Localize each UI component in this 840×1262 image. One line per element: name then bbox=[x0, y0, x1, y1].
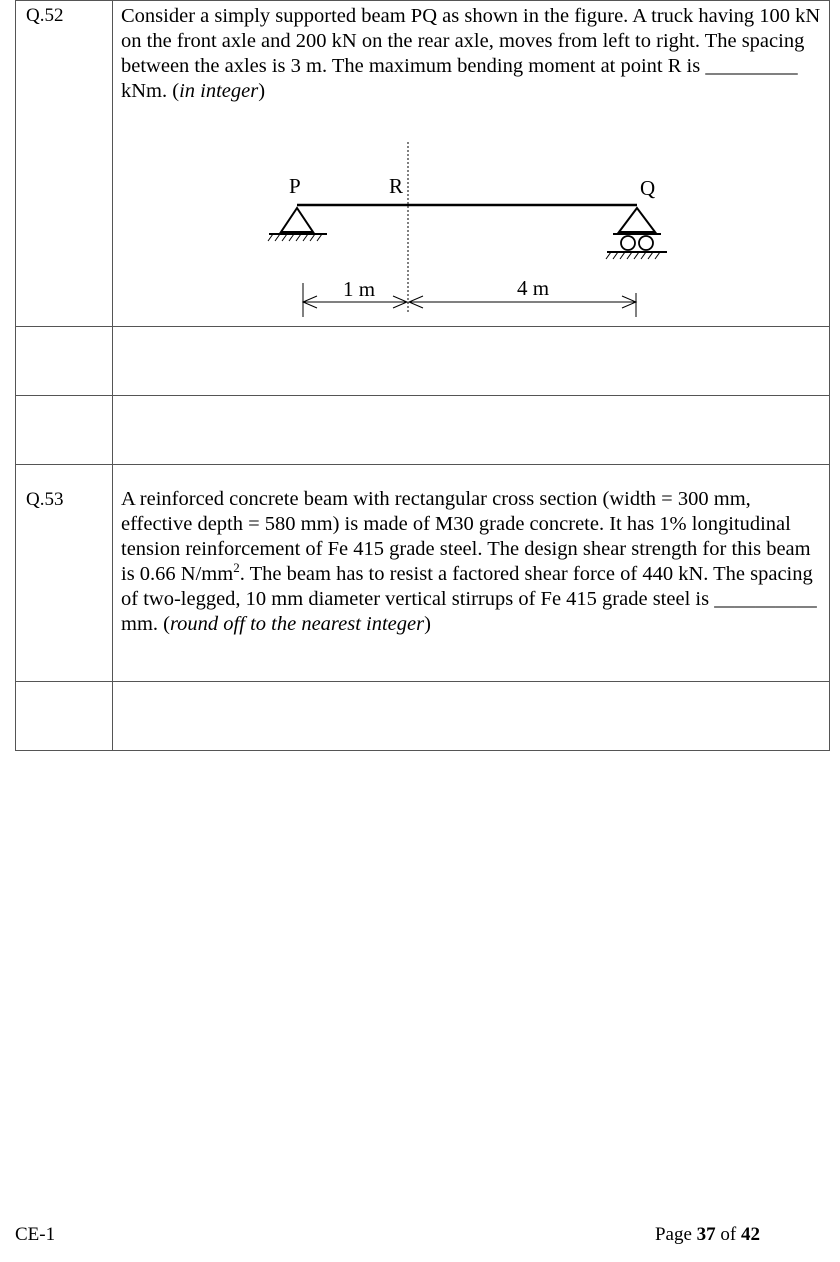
answer-hint: round off to the nearest integer bbox=[169, 613, 425, 635]
label-q: Q bbox=[640, 176, 656, 200]
question-row-53 bbox=[16, 465, 830, 682]
paper-code: CE-1 bbox=[15, 1224, 56, 1245]
question-row-52 bbox=[16, 1, 830, 327]
question-text bbox=[121, 487, 823, 637]
blank-row bbox=[16, 682, 830, 751]
unit-text: mm. ( bbox=[121, 613, 170, 635]
label-r: R bbox=[389, 174, 404, 198]
close-paren: ) bbox=[424, 613, 431, 635]
page-total: 42 bbox=[741, 1224, 760, 1245]
question-text-part2: . The beam has to resist a factored shear force of 440 kN. The spacing of two-legged, 10 mm diameter vertical stirrups of Fe 415 grade steel is bbox=[121, 563, 813, 610]
question-text-main: Consider a simply supported beam PQ as shown in the figure. A truck having 100 kN on the front axle and 200 kN on the rear axle, moves from left to right. The spacing between the axles is 3 m. The maximum bending moment at point R is bbox=[121, 5, 821, 77]
roller-support-q bbox=[606, 208, 667, 259]
dim-label-right: 4 m bbox=[517, 276, 550, 300]
blank-cell bbox=[113, 327, 830, 396]
page-word: Page bbox=[654, 1224, 692, 1245]
pin-support-p bbox=[268, 208, 327, 241]
label-p: P bbox=[289, 174, 301, 198]
blank-cell bbox=[113, 396, 830, 465]
blank-cell bbox=[16, 396, 113, 465]
blank-row bbox=[16, 396, 830, 465]
question-body-53 bbox=[113, 465, 830, 682]
blank-row bbox=[16, 327, 830, 396]
question-text bbox=[121, 4, 823, 104]
page-number bbox=[655, 1224, 760, 1246]
blank-cell bbox=[16, 327, 113, 396]
answer-blank: _________ bbox=[705, 55, 798, 77]
of-word: of bbox=[720, 1224, 737, 1245]
question-table bbox=[15, 0, 830, 751]
answer-hint: in integer bbox=[179, 80, 259, 102]
question-body-52 bbox=[113, 1, 830, 327]
close-paren: ) bbox=[258, 80, 266, 102]
beam-figure bbox=[121, 124, 821, 324]
answer-blank: __________ bbox=[714, 588, 817, 610]
superscript: 2 bbox=[233, 560, 240, 576]
blank-cell bbox=[113, 682, 830, 751]
question-number: Q.53 bbox=[16, 465, 113, 682]
dim-label-left: 1 m bbox=[343, 277, 376, 301]
blank-cell bbox=[16, 682, 113, 751]
question-text-part1: A reinforced concrete beam with rectangular cross section (width = 300 mm, effective depth = 580 mm) is made of M30 grade concrete. It has 1% longitudinal tension reinforcement of Fe 415 grade steel. The design shear strength for this beam is 0.66 N/mm bbox=[121, 488, 811, 585]
unit-text: kNm. ( bbox=[121, 80, 180, 102]
question-number: Q.52 bbox=[16, 1, 113, 327]
page-current: 37 bbox=[696, 1224, 716, 1245]
